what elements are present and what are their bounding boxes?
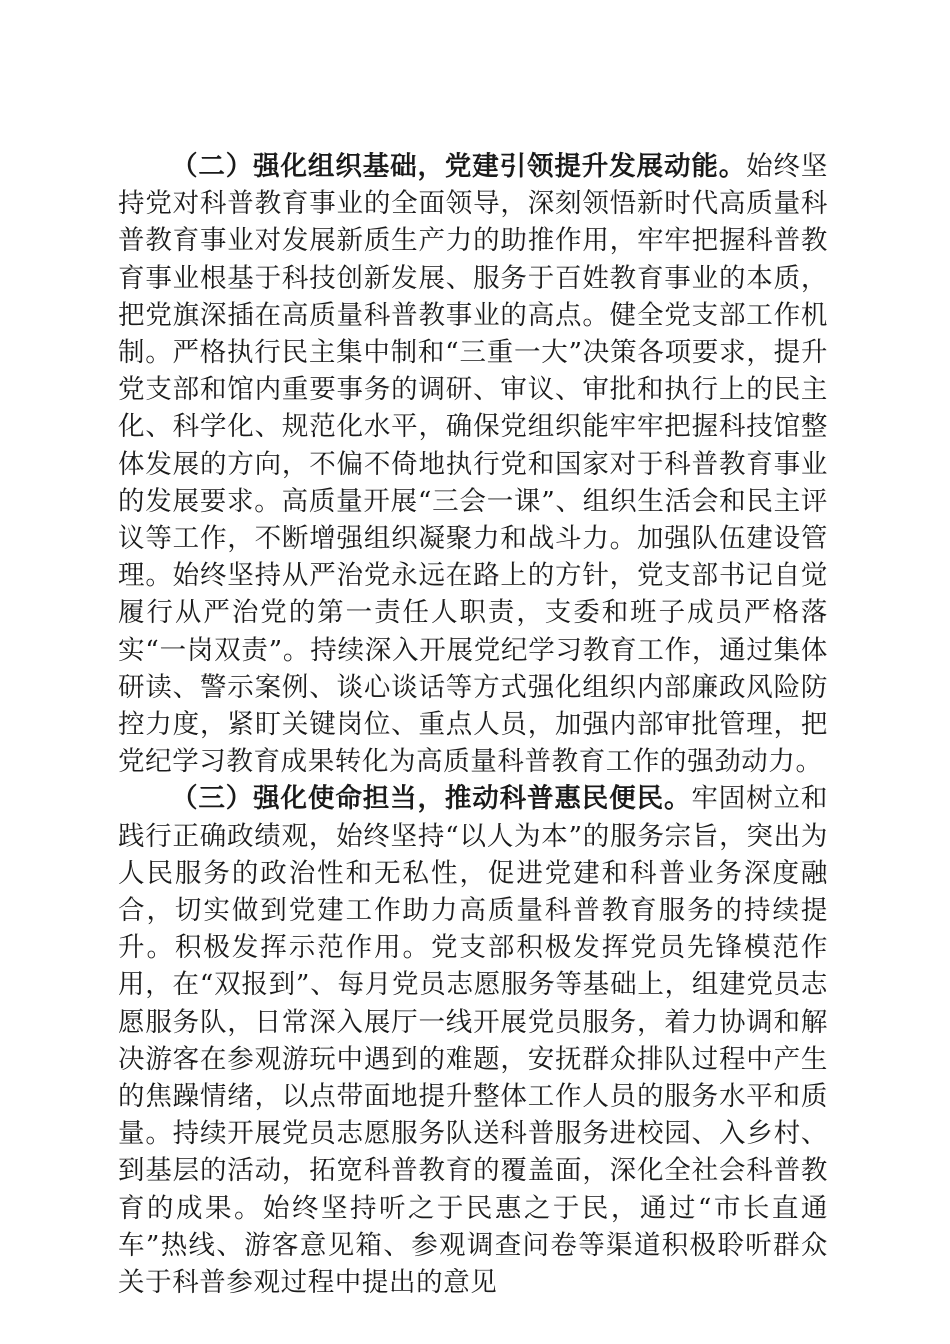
paragraph-3-body: 牢固树立和践行正确政绩观，始终坚持“以人为本”的服务宗旨，突出为人民服务的政治性和无私性，促进党建和科普业务深度融合，切实做到党建工作助力高质量科普教育服务的持续提升。积极发挥示范作用。党支部积极发挥党员先锋模范作用，在“双报到”、每月党员志愿服务等基础上，组建党员志愿服务队，日常深入展厅一线开展党员服务，着力协调和解决游客在参观游玩中遇到的难题，安抚群众排队过程中产生的焦躁情绪，以点带面地提升整体工作人员的服务水平和质量。持续开展党员志愿服务队送科普服务进校园、入乡村、到基层的活动，拓宽科普教育的覆盖面，深化全社会科普教育的成果。始终坚持听之于民惠之于民，通过“市长直通车”热线、游客意见箱、参观调查问卷等渠道积极聆听群众关于科普参观过程中提出的意见	[118, 783, 829, 1299]
paragraph-3-heading: （三）强化使命担当，推动科普惠民便民。	[171, 783, 692, 815]
document-page	[118, 148, 828, 1301]
paragraph-2	[118, 148, 828, 780]
paragraph-2-heading: （二）强化组织基础，党建引领提升发展动能。	[171, 151, 747, 182]
paragraph-2-body: 始终坚持党对科普教育事业的全面领导，深刻领悟新时代高质量科普教育事业对发展新质生产力的助推作用，牢牢把握科普教育事业根基于科技创新发展、服务于百姓教育事业的本质，把党旗深插在高质量科普教事业的高点。健全党支部工作机制。严格执行民主集中制和“三重一大”决策各项要求，提升党支部和馆内重要事务的调研、审议、审批和执行上的民主化、科学化、规范化水平，确保党组织能牢牢把握科技馆整体发展的方向，不偏不倚地执行党和国家对于科普教育事业的发展要求。高质量开展“三会一课”、组织生活会和民主评议等工作，不断增强组织凝聚力和战斗力。加强队伍建设管理。始终坚持从严治党永远在路上的方针，党支部书记自觉履行从严治党的第一责任人职责，支委和班子成员严格落实“一岗双责”。持续深入开展党纪学习教育工作，通过集体研读、警示案例、谈心谈话等方式强化组织内部廉政风险防控力度，紧盯关键岗位、重点人员，加强内部审批管理，把党纪学习教育成果转化为高质量科普教育工作的强劲动力。	[118, 151, 828, 778]
paragraph-3	[118, 780, 828, 1301]
